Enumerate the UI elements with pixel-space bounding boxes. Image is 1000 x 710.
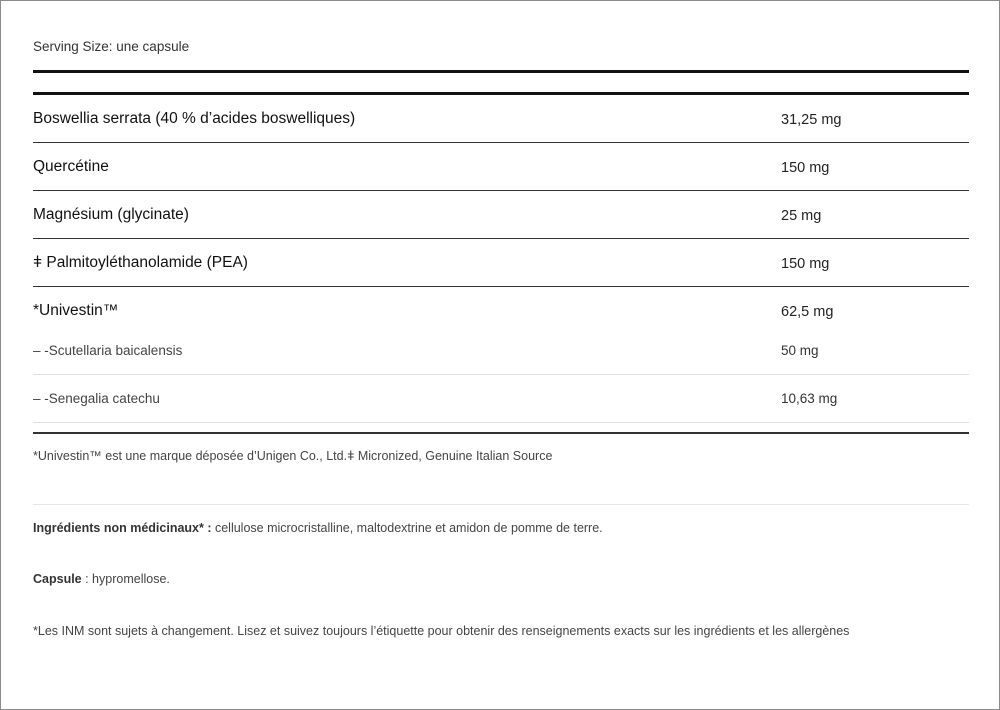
non-medicinal-ingredients <box>33 521 603 535</box>
disclaimer: *Les INM sont sujets à changement. Lisez et suivez toujours l’étiquette pour obtenir des renseignements exacts sur les ingrédients et les allergènes <box>33 624 850 638</box>
capsule-text: : hypromellose. <box>81 572 170 586</box>
light-divider <box>33 504 969 505</box>
ingredient-row <box>33 239 969 287</box>
ingredient-name: ǂ Palmitoyléthanolamide (PEA) <box>33 254 248 271</box>
ingredient-row <box>33 143 969 191</box>
sub-ingredient-name: – -Senegalia catechu <box>33 391 160 406</box>
ingredient-amount: 150 mg <box>781 160 830 176</box>
sub-ingredient-amount: 50 mg <box>781 343 819 358</box>
sub-ingredient-name: – -Scutellaria baicalensis <box>33 343 183 358</box>
ingredient-row <box>33 95 969 143</box>
ingredient-name: *Univestin™ <box>33 302 119 319</box>
sub-ingredient-row <box>33 327 969 375</box>
ingredient-amount: 62,5 mg <box>781 304 834 320</box>
non-medicinal-label: Ingrédients non médicinaux* : <box>33 521 212 535</box>
divider-bottom <box>33 432 969 434</box>
sub-ingredient-row <box>33 375 969 423</box>
non-medicinal-text: cellulose microcristalline, maltodextrine et amidon de pomme de terre. <box>211 521 603 535</box>
thick-divider-top <box>33 70 969 73</box>
ingredient-name: Boswellia serrata (40 % d’acides boswelliques) <box>33 110 356 127</box>
ingredient-name: Quercétine <box>33 158 109 175</box>
capsule-label: Capsule <box>33 572 82 586</box>
sub-ingredient-amount: 10,63 mg <box>781 391 838 406</box>
ingredient-name: Magnésium (glycinate) <box>33 206 189 223</box>
row-divider <box>33 422 969 423</box>
capsule-info <box>33 572 170 586</box>
ingredient-row <box>33 191 969 239</box>
ingredient-amount: 150 mg <box>781 256 830 272</box>
ingredient-amount: 25 mg <box>781 208 822 224</box>
ingredient-amount: 31,25 mg <box>781 112 842 128</box>
serving-size: Serving Size: une capsule <box>33 39 190 54</box>
trademark-footnote: *Univestin™ est une marque déposée d’Unigen Co., Ltd.ǂ Micronized, Genuine Italian Source <box>33 449 553 463</box>
